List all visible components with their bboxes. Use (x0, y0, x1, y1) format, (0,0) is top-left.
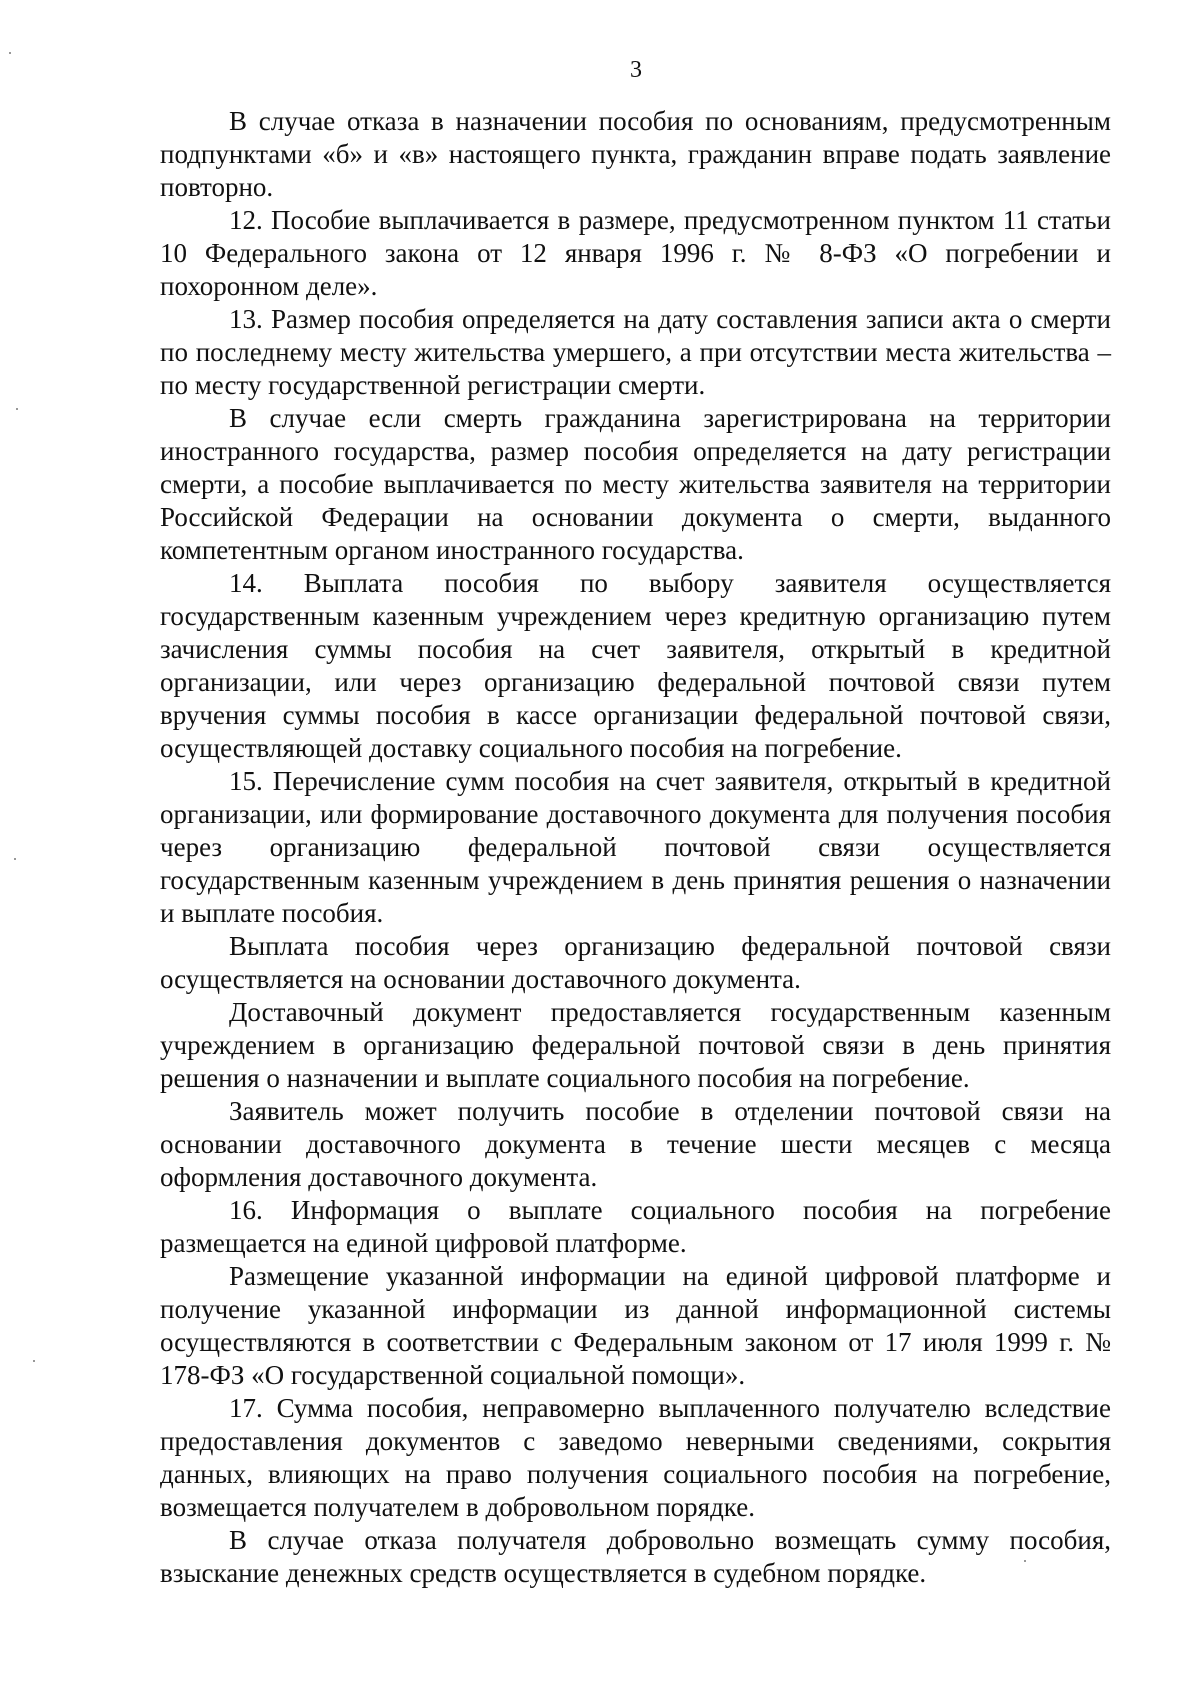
paragraph-delivery-document: Доставочный документ предоставляется государственным казенным учреждением в организацию федеральной почтовой связи в день принятия решения о назначении и выплате социального пособия на погребение. (160, 997, 1111, 1093)
paragraph-digital-platform: Размещение указанной информации на единой цифровой платформе и получение указанной информации из данной информационной системы осуществляются в соответствии с Федеральным законом от 17 июля 1999 г. № 178-ФЗ «О государственной социальной помощи». (160, 1261, 1111, 1390)
paragraph-12-benefit-amount: 12. Пособие выплачивается в размере, предусмотренном пунктом 11 статьи 10 Федерального закона от 12 января 1996 г. № 8-ФЗ «О погребении и похоронном деле». (160, 205, 1111, 301)
paragraph-six-months: Заявитель может получить пособие в отделении почтовой связи на основании доставочного документа в течение шести месяцев с месяца оформления доставочного документа. (160, 1096, 1111, 1192)
paragraph-16-information: 16. Информация о выплате социального пособия на погребение размещается на единой цифровой платформе. (160, 1195, 1111, 1258)
scan-speck (33, 1360, 35, 1362)
paragraph-refusal-reapply: В случае отказа в назначении пособия по основаниям, предусмотренным подпунктами «б» и «в» настоящего пункта, гражданин вправе подать заявление повторно. (160, 106, 1111, 202)
page-number: 3 (630, 57, 642, 83)
paragraph-15-transfer: 15. Перечисление сумм пособия на счет заявителя, открытый в кредитной организации, или формирование доставочного документа для получения пособия через организацию федеральной почтовой связи осуществляется государственным казенным учреждением в день принятия решения о назначении и выплате пособия. (160, 766, 1111, 928)
paragraph-foreign-registration: В случае если смерть гражданина зарегистрирована на территории иностранного государства, размер пособия определяется на дату регистрации смерти, а пособие выплачивается по месту жительства заявителя на территории Российской Федерации на основании документа о смерти, выданного компетентным органом иностранного государства. (160, 403, 1111, 565)
scan-speck (9, 52, 11, 54)
scan-speck (14, 858, 16, 860)
paragraph-13-amount-date: 13. Размер пособия определяется на дату составления записи акта о смерти по последнему месту жительства умершего, а при отсутствии места жительства – по месту государственной регистрации смерти. (160, 304, 1111, 400)
paragraph-14-payment-method: 14. Выплата пособия по выбору заявителя осуществляется государственным казенным учреждением через кредитную организацию путем зачисления суммы пособия на счет заявителя, открытый в кредитной организации, или через организацию федеральной почтовой связи путем вручения суммы пособия в кассе организации федеральной почтовой связи, осуществляющей доставку социального пособия на погребение. (160, 568, 1111, 763)
document-body (160, 105, 1111, 1590)
paragraph-postal-payment: Выплата пособия через организацию федеральной почтовой связи осуществляется на основании доставочного документа. (160, 931, 1111, 994)
scan-speck (16, 408, 18, 410)
scan-speck (1024, 1560, 1026, 1562)
paragraph-17-refund: 17. Сумма пособия, неправомерно выплаченного получателю вследствие предоставления документов с заведомо неверными сведениями, сокрытия данных, влияющих на право получения социального пособия на погребение, возмещается получателем в добровольном порядке. (160, 1393, 1111, 1522)
paragraph-court-recovery: В случае отказа получателя добровольно возмещать сумму пособия, взыскание денежных средств осуществляется в судебном порядке. (160, 1525, 1111, 1588)
